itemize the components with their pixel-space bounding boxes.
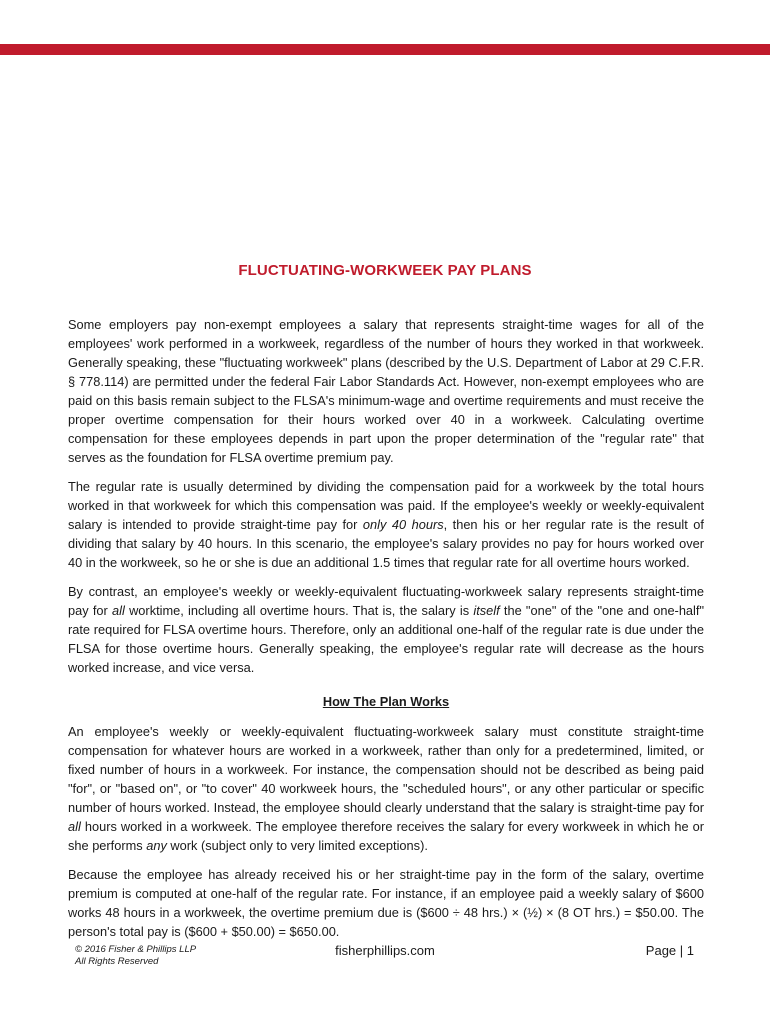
body-paragraph: By contrast, an employee's weekly or weekly-equivalent fluctuating-workweek salary represents straight-time pay for all worktime, including all overtime hours. That is, the salary is itself the "one" of the "one and one-half" rate required for FLSA overtime hours. Therefore, only an additional one-half of the regular rate is due under the FLSA for those overtime hours. Generally speaking, the employee's regular rate will decrease as the hours worked increase, and vice versa. [68, 584, 704, 675]
section-heading: How The Plan Works [322, 694, 450, 709]
copyright-line: © 2016 Fisher & Phillips LLP [75, 944, 197, 955]
emphasis-text: any [146, 838, 167, 853]
footer-website: fisherphillips.com [335, 943, 435, 958]
page-number: Page | 1 [645, 943, 694, 958]
emphasis-text: only 40 hours [362, 517, 444, 532]
page-title: FLUCTUATING-WORKWEEK PAY PLANS [238, 262, 532, 279]
emphasis-text: itself [473, 603, 500, 618]
body-paragraph: Because the employee has already received his or her straight-time pay in the form of the salary, overtime premium is computed at one-half of the regular rate. For instance, if an employee paid a weekly salary of $600 works 48 hours in a workweek, the overtime premium due is ($600 ÷ 48 hrs.) × (½) × (8 OT hrs.) = $50.00. The person's total pay is ($600 + $50.00) = $650.00. [68, 867, 704, 939]
document-body [68, 315, 704, 951]
emphasis-text: all [112, 603, 125, 618]
rights-line: All Rights Reserved [75, 956, 159, 967]
body-paragraph: An employee's weekly or weekly-equivalent fluctuating-workweek salary must constitute straight-time compensation for whatever hours are worked in a workweek, rather than only for a predetermined, limited, or fixed number of hours in a workweek. For instance, the compensation should not be described as being paid "for", or "based on", or "to cover" 40 workweek hours, the "scheduled hours", or any other particular or specific number of hours worked. Instead, the employee should clearly understand that the salary is straight-time pay for all hours worked in a workweek. The employee therefore receives the salary for every workweek in which he or she performs any work (subject only to very limited exceptions). [68, 724, 704, 853]
emphasis-text: all [68, 819, 81, 834]
body-paragraph: The regular rate is usually determined by dividing the compensation paid for a workweek by the total hours worked in that workweek for which this compensation was paid. If the employee's weekly or weekly-equivalent salary is intended to provide straight-time pay for only 40 hours, then his or her regular rate is the result of dividing that salary by 40 hours. In this scenario, the employee's salary provides no pay for hours worked over 40 in the workweek, so he or she is due an additional 1.5 times that regular rate for all overtime hours worked. [68, 479, 704, 570]
body-paragraph: Some employers pay non-exempt employees a salary that represents straight-time wages for all of the employees' work performed in a workweek, regardless of the number of hours they worked in that workweek. Generally speaking, these "fluctuating workweek" plans (described by the U.S. Department of Labor at 29 C.F.R. § 778.114) are permitted under the federal Fair Labor Standards Act. However, non-exempt employees who are paid on this basis remain subject to the FLSA's minimum-wage and overtime requirements and must receive the proper overtime compensation for their hours worked over 40 in a workweek. Calculating overtime compensation for these employees depends in part upon the proper determination of the "regular rate" that serves as the foundation for FLSA overtime premium pay. [68, 317, 704, 465]
header-accent-bar [0, 44, 770, 55]
